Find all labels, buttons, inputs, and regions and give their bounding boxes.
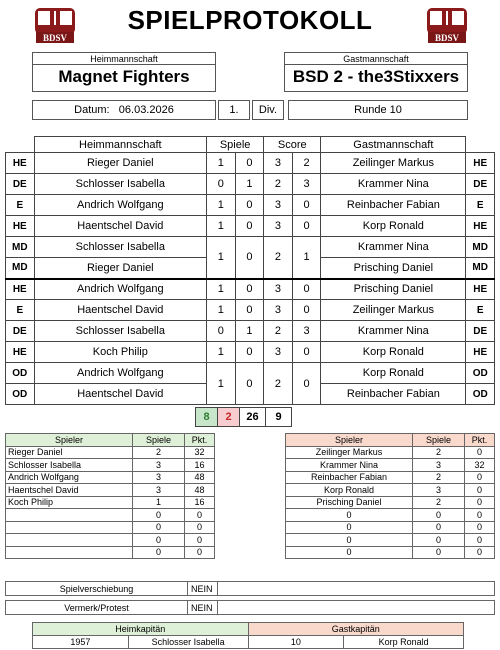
home-captain-number: 1957 — [33, 636, 129, 649]
away-stats-spiele: 2 — [413, 446, 465, 459]
game-row — [6, 300, 495, 321]
game-s2: 0 — [235, 153, 264, 174]
home-stats-pkt: 48 — [185, 484, 215, 497]
away-stats-pkt: 0 — [465, 546, 495, 559]
game-row — [6, 195, 495, 216]
away-player: Krammer Nina — [321, 321, 466, 342]
game-s2: 1 — [235, 174, 264, 195]
away-player: Prisching Daniel — [321, 258, 466, 279]
header-spiele: Spiele — [207, 137, 264, 153]
away-stats-pkt: 0 — [465, 496, 495, 509]
away-player: Prisching Daniel — [321, 279, 466, 300]
game-row — [6, 153, 495, 174]
home-team-box — [32, 52, 216, 92]
game-type-home: E — [6, 300, 35, 321]
away-player: Korp Ronald — [321, 216, 466, 237]
game-row — [6, 321, 495, 342]
home-stats-header-pkt: Pkt. — [185, 434, 215, 447]
away-player: Krammer Nina — [321, 174, 466, 195]
away-stats-name: Reinbacher Fabian — [286, 471, 413, 484]
away-stats-row — [286, 496, 495, 509]
home-stats-row — [6, 509, 215, 522]
game-row — [6, 279, 495, 300]
game-s1: 1 — [207, 237, 236, 279]
game-type-home: HE — [6, 216, 35, 237]
game-sc1: 3 — [264, 279, 293, 300]
away-stats-header-spieler: Spieler — [286, 434, 413, 447]
protest-row — [5, 600, 495, 615]
game-row — [6, 174, 495, 195]
home-stats-pkt: 48 — [185, 471, 215, 484]
total-home-score: 26 — [240, 408, 266, 427]
header-away: Gastmannschaft — [321, 137, 466, 153]
home-player: Andrich Wolfgang — [34, 279, 207, 300]
game-row — [6, 363, 495, 384]
away-stats-spiele: 0 — [413, 534, 465, 547]
postponement-row — [5, 581, 495, 596]
away-captain-name: Korp Ronald — [344, 636, 464, 649]
game-row — [6, 342, 495, 363]
postponement-label: Spielverschiebung — [6, 582, 188, 595]
game-s1: 1 — [207, 300, 236, 321]
home-stats-spiele: 0 — [133, 546, 185, 559]
home-stats-pkt: 0 — [185, 509, 215, 522]
home-stats-row — [6, 484, 215, 497]
game-type-home: OD — [6, 384, 35, 405]
home-stats-name — [6, 509, 133, 522]
game-type-home: MD — [6, 237, 35, 258]
game-sc2: 2 — [292, 153, 321, 174]
away-stats-pkt: 0 — [465, 484, 495, 497]
away-stats-name: 0 — [286, 534, 413, 547]
total-home-wins: 8 — [196, 408, 218, 427]
home-stats-row — [6, 446, 215, 459]
home-stats-pkt: 16 — [185, 496, 215, 509]
game-type-away: OD — [466, 384, 495, 405]
game-type-home: HE — [6, 153, 35, 174]
away-player-stats — [285, 433, 495, 559]
game-type-home: HE — [6, 342, 35, 363]
home-player: Andrich Wolfgang — [34, 195, 207, 216]
home-player: Rieger Daniel — [34, 153, 207, 174]
away-stats-header-pkt: Pkt. — [465, 434, 495, 447]
game-sc2: 3 — [292, 321, 321, 342]
game-sc1: 2 — [264, 237, 293, 279]
away-stats-row — [286, 534, 495, 547]
home-stats-name — [6, 546, 133, 559]
game-s1: 1 — [207, 216, 236, 237]
home-stats-pkt: 32 — [185, 446, 215, 459]
away-stats-row — [286, 459, 495, 472]
away-stats-spiele: 2 — [413, 496, 465, 509]
game-s1: 1 — [207, 195, 236, 216]
game-type-home: DE — [6, 321, 35, 342]
game-type-away: MD — [466, 258, 495, 279]
home-stats-name — [6, 534, 133, 547]
home-stats-name: Andrich Wolfgang — [6, 471, 133, 484]
game-sc2: 0 — [292, 342, 321, 363]
away-stats-header-spiele: Spiele — [413, 434, 465, 447]
away-stats-pkt: 0 — [465, 446, 495, 459]
game-s2: 0 — [235, 363, 264, 405]
date-value: 06.03.2026 — [118, 104, 174, 116]
game-s2: 1 — [235, 321, 264, 342]
game-s1: 0 — [207, 174, 236, 195]
away-captain-number: 10 — [248, 636, 344, 649]
away-stats-name: 0 — [286, 509, 413, 522]
svg-text:BDSV: BDSV — [42, 33, 68, 43]
away-stats-row — [286, 484, 495, 497]
game-s1: 1 — [207, 363, 236, 405]
game-type-home: E — [6, 195, 35, 216]
away-stats-row — [286, 521, 495, 534]
round-label: Runde 10 — [288, 100, 468, 120]
game-sc1: 3 — [264, 342, 293, 363]
away-stats-row — [286, 471, 495, 484]
division-label: Div. — [252, 100, 284, 120]
home-stats-spiele: 3 — [133, 484, 185, 497]
game-sc2: 0 — [292, 195, 321, 216]
game-sc2: 0 — [292, 279, 321, 300]
total-away-wins: 2 — [218, 408, 240, 427]
home-stats-name: Koch Philip — [6, 496, 133, 509]
home-captain-label: Heimkapitän — [33, 623, 249, 636]
home-stats-spiele: 0 — [133, 534, 185, 547]
home-stats-pkt: 0 — [185, 546, 215, 559]
home-team-caption: Heimmannschaft — [33, 53, 215, 65]
game-type-away: OD — [466, 363, 495, 384]
away-stats-pkt: 0 — [465, 534, 495, 547]
away-team-name: BSD 2 - the3Stixxers — [292, 67, 460, 86]
game-type-away: HE — [466, 153, 495, 174]
game-type-away: E — [466, 195, 495, 216]
home-player: Schlosser Isabella — [34, 237, 207, 258]
game-sc1: 2 — [264, 363, 293, 405]
totals-row — [195, 407, 292, 427]
home-stats-row — [6, 521, 215, 534]
away-stats-spiele: 3 — [413, 459, 465, 472]
home-team-name: Magnet Fighters — [58, 67, 190, 86]
home-stats-row — [6, 471, 215, 484]
away-stats-row — [286, 509, 495, 522]
away-stats-row — [286, 446, 495, 459]
home-player: Schlosser Isabella — [34, 321, 207, 342]
away-stats-spiele: 0 — [413, 546, 465, 559]
game-s1: 0 — [207, 321, 236, 342]
game-sc2: 0 — [292, 363, 321, 405]
game-type-away: DE — [466, 174, 495, 195]
games-table — [5, 136, 495, 405]
home-stats-row — [6, 546, 215, 559]
home-stats-row — [6, 459, 215, 472]
home-stats-name: Schlosser Isabella — [6, 459, 133, 472]
game-row — [6, 237, 495, 258]
game-sc1: 3 — [264, 216, 293, 237]
home-stats-name: Rieger Daniel — [6, 446, 133, 459]
away-team-caption: Gastmannschaft — [285, 53, 467, 65]
game-sc1: 3 — [264, 195, 293, 216]
home-stats-row — [6, 496, 215, 509]
game-type-home: HE — [6, 279, 35, 300]
game-type-home: MD — [6, 258, 35, 279]
game-type-away: HE — [466, 342, 495, 363]
away-stats-spiele: 0 — [413, 521, 465, 534]
away-player: Korp Ronald — [321, 342, 466, 363]
home-player: Koch Philip — [34, 342, 207, 363]
away-player: Zeilinger Markus — [321, 300, 466, 321]
game-type-away: DE — [466, 321, 495, 342]
home-player: Schlosser Isabella — [34, 174, 207, 195]
total-away-score: 9 — [266, 408, 292, 427]
game-s1: 1 — [207, 153, 236, 174]
game-sc1: 3 — [264, 300, 293, 321]
date-field — [32, 100, 216, 120]
svg-text:BDSV: BDSV — [434, 33, 460, 43]
protest-value: NEIN — [188, 601, 218, 614]
game-s2: 0 — [235, 216, 264, 237]
game-s1: 1 — [207, 342, 236, 363]
game-sc2: 0 — [292, 216, 321, 237]
home-player: Haentschel David — [34, 216, 207, 237]
game-s2: 0 — [235, 300, 264, 321]
away-stats-name: 0 — [286, 546, 413, 559]
home-stats-spiele: 0 — [133, 509, 185, 522]
game-s2: 0 — [235, 237, 264, 279]
home-stats-spiele: 2 — [133, 446, 185, 459]
away-player: Krammer Nina — [321, 237, 466, 258]
away-stats-name: 0 — [286, 521, 413, 534]
away-stats-name: Korp Ronald — [286, 484, 413, 497]
home-player: Haentschel David — [34, 384, 207, 405]
date-label: Datum: — [74, 104, 110, 116]
home-stats-name — [6, 521, 133, 534]
home-captain-name: Schlosser Isabella — [128, 636, 248, 649]
captains-table — [32, 622, 464, 649]
away-stats-pkt: 0 — [465, 509, 495, 522]
away-stats-name: Prisching Daniel — [286, 496, 413, 509]
game-sc1: 2 — [264, 174, 293, 195]
protest-label: Vermerk/Protest — [6, 601, 188, 614]
home-stats-pkt: 16 — [185, 459, 215, 472]
division-number: 1. — [218, 100, 250, 120]
away-stats-spiele: 3 — [413, 484, 465, 497]
game-sc2: 0 — [292, 300, 321, 321]
game-sc2: 3 — [292, 174, 321, 195]
game-sc1: 2 — [264, 321, 293, 342]
page-title: SPIELPROTOKOLL — [127, 5, 373, 35]
away-stats-pkt: 0 — [465, 521, 495, 534]
game-s2: 0 — [235, 195, 264, 216]
game-type-away: HE — [466, 216, 495, 237]
home-stats-spiele: 3 — [133, 471, 185, 484]
away-player: Korp Ronald — [321, 363, 466, 384]
game-type-away: HE — [466, 279, 495, 300]
away-player: Reinbacher Fabian — [321, 384, 466, 405]
away-player: Zeilinger Markus — [321, 153, 466, 174]
home-stats-spiele: 1 — [133, 496, 185, 509]
away-stats-pkt: 32 — [465, 459, 495, 472]
game-s2: 0 — [235, 342, 264, 363]
header-home: Heimmannschaft — [34, 137, 207, 153]
away-team-box — [284, 52, 468, 92]
header-score: Score — [264, 137, 321, 153]
home-stats-header-spiele: Spiele — [133, 434, 185, 447]
home-player-stats — [5, 433, 215, 559]
away-stats-spiele: 2 — [413, 471, 465, 484]
home-player: Rieger Daniel — [34, 258, 207, 279]
postponement-value: NEIN — [188, 582, 218, 595]
away-stats-name: Zeilinger Markus — [286, 446, 413, 459]
home-stats-pkt: 0 — [185, 521, 215, 534]
home-stats-spiele: 0 — [133, 521, 185, 534]
game-row — [6, 216, 495, 237]
away-stats-pkt: 0 — [465, 471, 495, 484]
game-type-away: E — [466, 300, 495, 321]
away-stats-name: Krammer Nina — [286, 459, 413, 472]
home-stats-pkt: 0 — [185, 534, 215, 547]
home-stats-name: Haentschel David — [6, 484, 133, 497]
away-stats-spiele: 0 — [413, 509, 465, 522]
game-type-home: OD — [6, 363, 35, 384]
game-s1: 1 — [207, 279, 236, 300]
home-player: Andrich Wolfgang — [34, 363, 207, 384]
game-s2: 0 — [235, 279, 264, 300]
away-captain-label: Gastkapitän — [248, 623, 463, 636]
home-stats-spiele: 3 — [133, 459, 185, 472]
home-stats-row — [6, 534, 215, 547]
away-stats-row — [286, 546, 495, 559]
away-player: Reinbacher Fabian — [321, 195, 466, 216]
home-stats-header-spieler: Spieler — [6, 434, 133, 447]
game-sc2: 1 — [292, 237, 321, 279]
home-player: Haentschel David — [34, 300, 207, 321]
game-type-away: MD — [466, 237, 495, 258]
game-sc1: 3 — [264, 153, 293, 174]
game-type-home: DE — [6, 174, 35, 195]
